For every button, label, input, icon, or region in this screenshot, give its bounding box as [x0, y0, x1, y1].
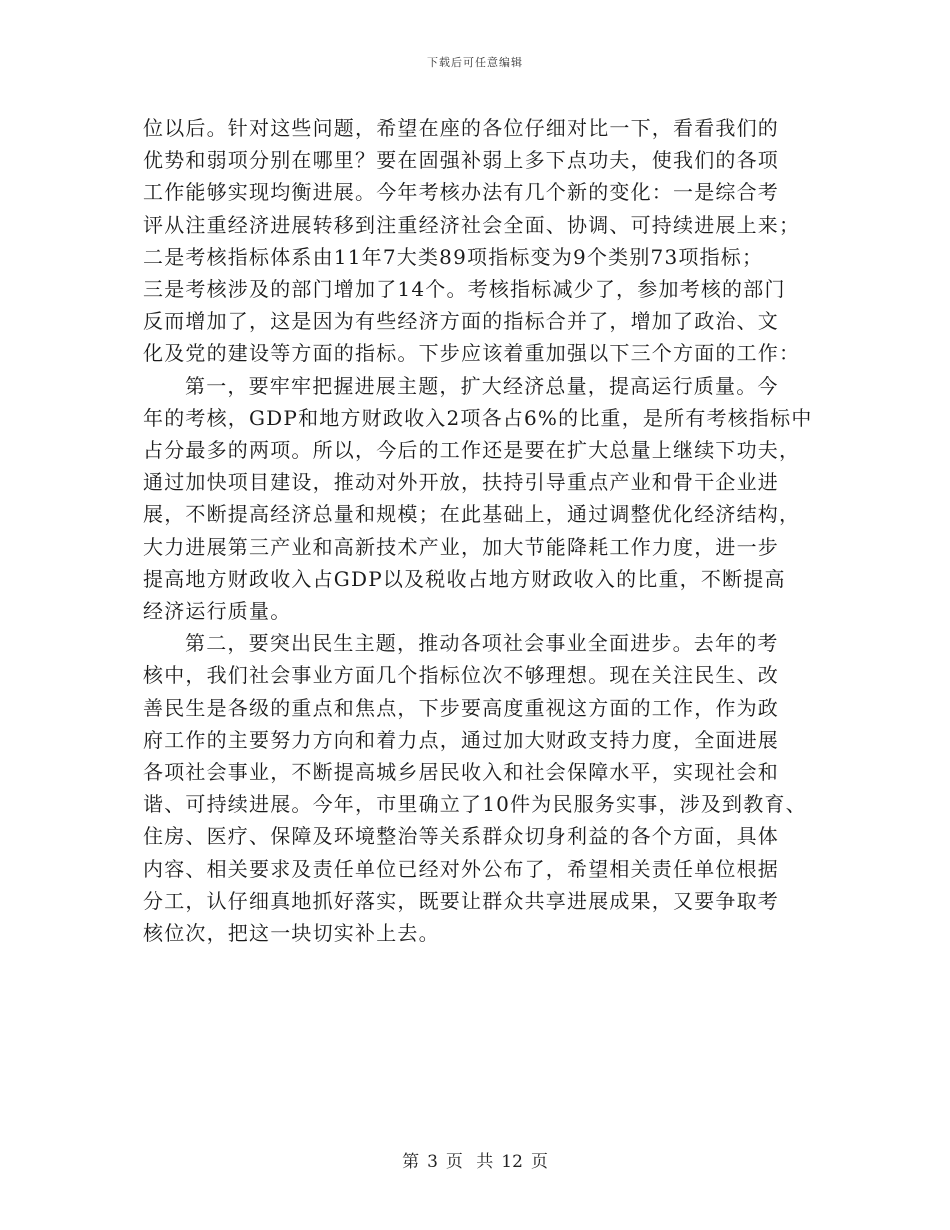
page-footer	[0, 1147, 950, 1172]
text-line: 年的考核，GDP和地方财政收入2项各占6%的比重，是所有考核指标中	[143, 405, 813, 430]
text-line: 化及党的建设等方面的指标。下步应该着重加强以下三个方面的工作：	[143, 341, 801, 366]
text-line: 反而增加了，这是因为有些经济方面的指标合并了，增加了政治、文	[143, 309, 779, 334]
text-line: 工作能够实现均衡进展。今年考核办法有几个新的变化：一是综合考	[143, 180, 779, 205]
text-line: 府工作的主要努力方向和着力点，通过加大财政支持力度，全面进展	[143, 727, 779, 752]
text-line: 谐、可持续进展。今年，市里确立了10件为民服务实事，涉及到教育、	[143, 792, 807, 817]
footer-middle: 页 共	[445, 1152, 494, 1172]
text-line: 第一，要牢牢把握进展主题，扩大经济总量，提高运行质量。今	[185, 373, 779, 398]
text-line: 分工，认仔细真地抓好落实，既要让群众共享进展成果，又要争取考	[143, 888, 779, 913]
text-line: 第二，要突出民生主题，推动各项社会事业全面进步。去年的考	[185, 631, 779, 656]
text-line: 核中，我们社会事业方面几个指标位次不够理想。现在关注民生、改	[143, 663, 779, 688]
text-line: 大力进展第三产业和高新技术产业，加大节能降耗工作力度，进一步	[143, 534, 779, 559]
page-number-current: 3	[427, 1152, 438, 1172]
text-line: 二是考核指标体系由11年7大类89项指标变为9个类别73项指标；	[143, 244, 764, 269]
text-line: 展，不断提高经济总量和规模；在此基础上，通过调整优化经济结构，	[143, 502, 801, 527]
text-line: 善民生是各级的重点和焦点，下步要高度重视这方面的工作，作为政	[143, 695, 779, 720]
footer-suffix: 页	[530, 1152, 548, 1172]
text-line: 三是考核涉及的部门增加了14个。考核指标减少了，参加考核的部门	[143, 277, 786, 302]
text-line: 住房、医疗、保障及环境整治等关系群众切身利益的各个方面，具体	[143, 824, 779, 849]
page-number-total: 12	[501, 1152, 523, 1172]
text-line: 评从注重经济进展转移到注重经济社会全面、协调、可持续进展上来；	[143, 212, 801, 237]
footer-prefix: 第	[402, 1152, 420, 1172]
paragraph-2	[143, 370, 813, 628]
text-line: 内容、相关要求及责任单位已经对外公布了，希望相关责任单位根据	[143, 856, 779, 881]
document-body	[143, 112, 813, 949]
text-line: 位以后。针对这些问题，希望在座的各位仔细对比一下，看看我们的	[143, 116, 779, 140]
text-line: 核位次，把这一块切实补上去。	[143, 921, 440, 946]
text-line: 优势和弱项分别在哪里？要在固强补弱上多下点功夫，使我们的各项	[143, 148, 779, 173]
text-line: 占分最多的两项。所以，今后的工作还是要在扩大总量上继续下功夫，	[143, 438, 801, 463]
text-line: 提高地方财政收入占GDP以及税收占地方财政收入的比重，不断提高	[143, 566, 786, 591]
paragraph-3	[143, 627, 808, 949]
paragraph-1	[143, 112, 808, 370]
text-line: 经济运行质量。	[143, 599, 292, 624]
page-header-note: 下载后可任意编辑	[427, 56, 523, 69]
text-line: 各项社会事业，不断提高城乡居民收入和社会保障水平，实现社会和	[143, 760, 779, 785]
text-line: 通过加快项目建设，推动对外开放，扶持引导重点产业和骨干企业进	[143, 470, 779, 495]
